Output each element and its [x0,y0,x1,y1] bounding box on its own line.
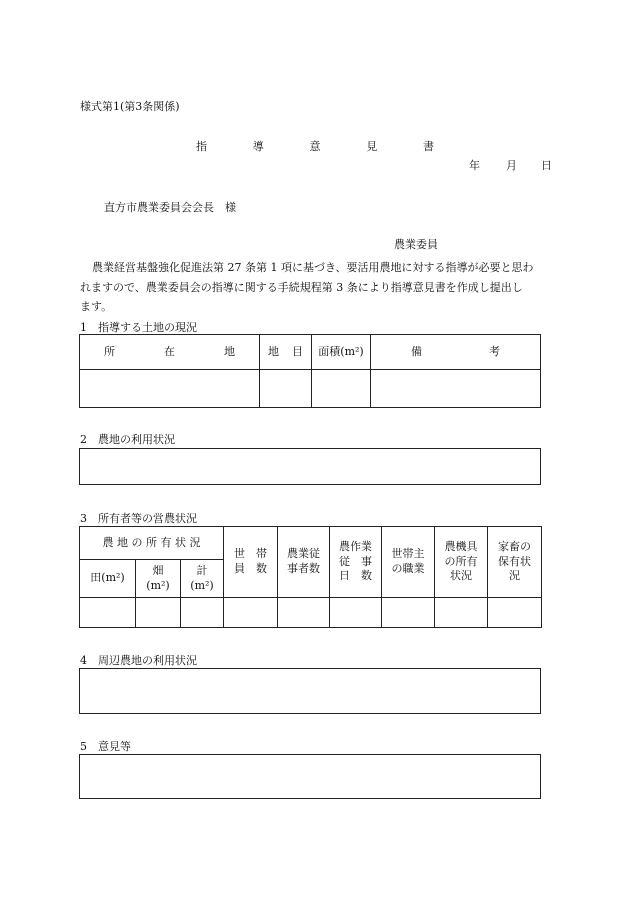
header-household-members: 世 帯 員 数 [224,527,278,598]
form-number: 様式第1(第3条関係) [80,100,180,113]
header-field: 畑 (m²) [136,560,181,598]
opinion-box[interactable] [79,754,541,799]
work-days-input-cell[interactable] [330,598,382,628]
date-year: 年 [469,159,480,172]
document-title [196,138,434,154]
head-occupation-input-cell[interactable] [382,598,435,628]
body-line-2: れますので、農業委員会の指導に関する手続規程第 3 条により指導意見書を作成し提出し [80,281,523,294]
header-paddy: 田(m²) [80,560,136,598]
remarks-input-cell[interactable] [371,370,541,408]
date-day: 日 [541,159,552,172]
field-input-cell[interactable] [136,598,181,628]
title-char: 見 [366,140,378,153]
header-machinery: 農機具 の所有 状況 [435,527,488,598]
title-char: 導 [252,140,264,153]
machinery-input-cell[interactable] [435,598,488,628]
date-month: 月 [506,159,517,172]
table-header-row [80,527,542,560]
sender-label: 農業委員 [394,238,438,251]
farmland-usage-box[interactable] [79,448,541,485]
household-members-input-cell[interactable] [224,598,278,628]
area-input-cell[interactable] [312,370,371,408]
section3-heading: 3 所有者等の営農状況 [80,512,197,525]
surrounding-usage-box[interactable] [79,668,541,714]
header-farm-workers: 農業従 事者数 [278,527,330,598]
total-input-cell[interactable] [181,598,224,628]
header-total: 計 (m²) [181,560,224,598]
title-char: 書 [423,140,434,153]
section4-heading: 4 周辺農地の利用状況 [80,654,197,667]
farm-workers-input-cell[interactable] [278,598,330,628]
table-header-row [80,335,541,370]
table-row [80,598,542,628]
section1-heading: 1 指導する土地の現況 [80,321,197,334]
land-status-table [79,334,541,408]
header-location: 所 在 地 [80,335,260,370]
header-work-days: 農作業 従 事 日 数 [330,527,382,598]
body-line-1: 農業経営基盤強化促進法第 27 条第 1 項に基づき、要活用農地に対する指導が必要と思わ [92,261,534,274]
paddy-input-cell[interactable] [80,598,136,628]
title-char: 指 [196,140,207,153]
table-row [80,370,541,408]
section2-heading: 2 農地の利用状況 [80,433,175,446]
title-char: 意 [309,140,321,153]
header-head-occupation: 世帯主 の職業 [382,527,435,598]
addressee: 直方市農業委員会会長 様 [104,201,236,214]
farming-status-table [79,526,542,628]
header-area: 面積(m²) [312,335,371,370]
section5-heading: 5 意見等 [80,740,131,753]
chimoku-input-cell[interactable] [260,370,312,408]
header-chimoku: 地 目 [260,335,312,370]
header-ownership: 農 地 の 所 有 状 況 [80,527,224,560]
body-line-3: ます。 [80,300,113,313]
header-livestock: 家畜の 保有状 況 [488,527,542,598]
livestock-input-cell[interactable] [488,598,542,628]
header-remarks: 備 考 [371,335,541,370]
location-input-cell[interactable] [80,370,260,408]
